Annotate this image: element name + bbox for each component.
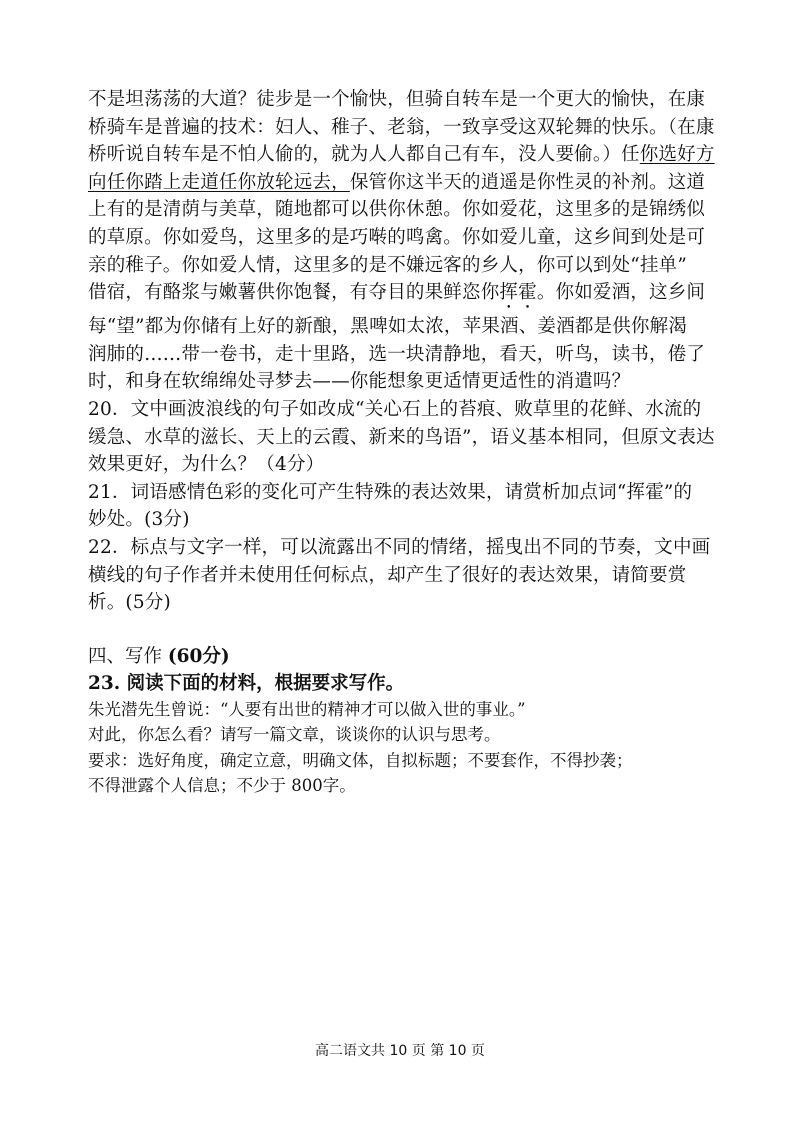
passage-line-6: 的草原。你如爱鸟，这里多的是巧啭的鸣禽。你如爱儿童，这乡间到处是可	[88, 226, 706, 248]
section-score: (60分)	[167, 645, 230, 667]
question-20-line-3: 效果更好，为什么？（4分）	[88, 454, 325, 476]
question-22-line-1: 22．标点与文字一样，可以流露出不同的情绪，摇曳出不同的节奏，文中画	[88, 536, 711, 558]
writing-requirement-line-2: 不得泄露个人信息；不少于 800字。	[88, 776, 356, 796]
passage-line-11: 时，和身在软绵绵处寻梦去——你能想象更适情更适性的消遣吗？	[88, 371, 631, 393]
writing-requirement-line-1: 要求：选好角度，确定立意，明确文体，自拟标题；不要套作，不得抄袭；	[88, 750, 633, 770]
section-title-text: 四、写作	[88, 645, 168, 667]
page-footer: 高二语文共 10 页 第 10 页	[315, 1043, 485, 1059]
writing-material-line-2: 对此，你怎么看？请写一篇文章，谈谈你的认识与思考。	[88, 725, 501, 745]
question-23-title: 23. 阅读下面的材料，根据要求写作。	[88, 672, 405, 694]
passage-line-3	[88, 141, 728, 169]
underlined-sentence: 你选好方	[639, 144, 715, 166]
passage-line-5: 上有的是清荫与美草，随地都可以供你休憩。你如爱花，这里多的是锦绣似	[88, 199, 706, 221]
question-22-line-3: 析。(5分)	[88, 592, 171, 614]
question-21-line-1: 21．词语感情色彩的变化可产生特殊的表达效果，请赏析加点词“挥霍”的	[88, 481, 693, 503]
passage-text: 桥听说自转车是不怕人偷的，就为人人都自己有车，没人要偷。）任	[88, 144, 640, 166]
exam-page	[88, 86, 728, 799]
passage-text: 保管你这半天的逍遥是你性灵的补剂。这道	[349, 171, 706, 193]
passage-line-7: 亲的稚子。你如爱人情，这里多的是不嫌远客的乡人，你可以到处“挂单”	[88, 254, 688, 276]
dotted-word: 挥霍	[499, 282, 537, 304]
question-22-line-2: 横线的句子作者并未使用任何标点，却产生了很好的表达效果，请简要赏	[88, 564, 687, 586]
passage-line-9: 每“望”都为你储有上好的新酿，黑啤如太浓，苹果酒、姜酒都是供你解渴	[88, 316, 688, 338]
question-20-line-2: 缓急、水草的滋长、天上的云霞、新来的鸟语”，语义基本相同，但原文表达	[88, 426, 715, 448]
passage-line-10: 润肺的……带一卷书，走十里路，选一块清静地，看天，听鸟，读书，倦了	[88, 343, 706, 365]
passage-line-1: 不是坦荡荡的大道？徒步是一个愉快，但骑自转车是一个更大的愉快，在康	[88, 89, 706, 110]
passage-text: 。你如爱酒，这乡间	[536, 282, 706, 304]
underlined-sentence: 向任你踏上走道任你放轮远去，	[88, 171, 350, 193]
section-title	[88, 643, 728, 670]
passage-line-2: 桥骑车是普遍的技术：妇人、稚子、老翁，一致享受这双轮舞的快乐。（在康	[88, 116, 715, 138]
question-20-line-1: 20．文中画波浪线的句子如改成“关心石上的苔痕、败草里的花鲜、水流的	[88, 398, 702, 420]
passage-line-4	[88, 169, 728, 197]
question-21-line-2: 妙处。(3分)	[88, 509, 190, 531]
writing-material-line-1: 朱光潜先生曾说：“人要有出世的精神才可以做入世的事业。”	[88, 699, 526, 719]
passage-text: 借宿，有酪浆与嫩薯供你饱餐，有夺目的果鲜恣你	[88, 282, 500, 304]
passage-line-8	[88, 279, 728, 313]
